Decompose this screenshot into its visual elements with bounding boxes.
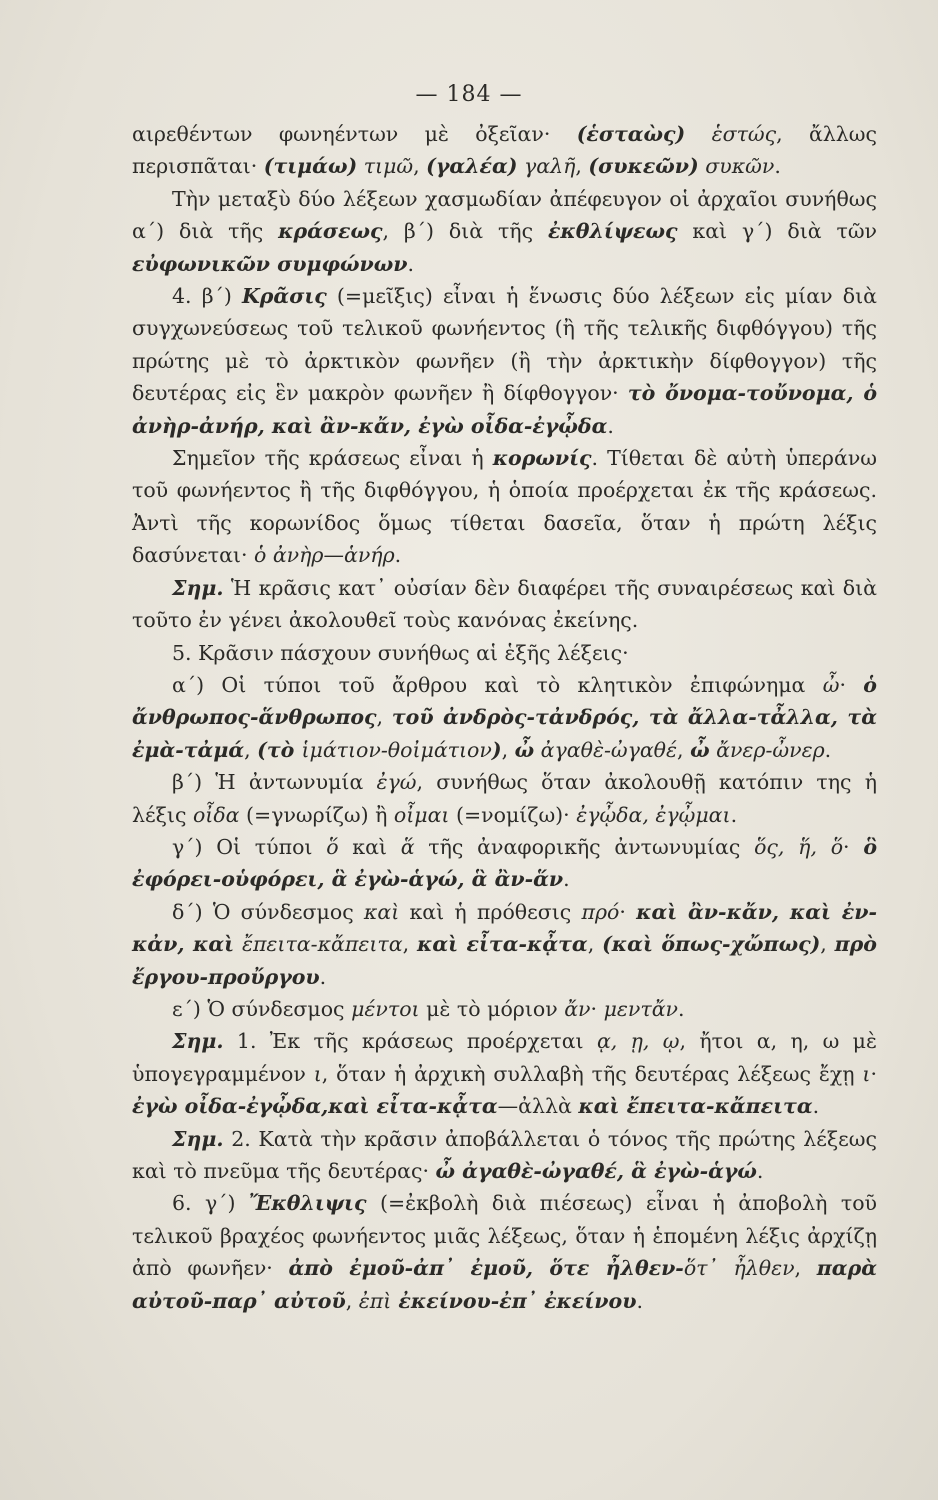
text-run: καὶ bbox=[338, 834, 401, 859]
text-run: , bbox=[501, 737, 515, 762]
emphasized-text: (ἑσταὼς) bbox=[576, 122, 686, 146]
emphasized-text: ἐγώ bbox=[376, 770, 417, 795]
emphasized-text: ᾳ, ῃ, ῳ bbox=[596, 1029, 680, 1054]
text-run: , bbox=[587, 932, 603, 957]
text-run: , bbox=[345, 1288, 359, 1313]
paragraph bbox=[132, 1025, 877, 1122]
text-run: . bbox=[319, 964, 327, 989]
emphasized-text: καὶ ἂν-κἄν, καὶ ἐν-κἀν, καὶ bbox=[132, 899, 877, 957]
emphasized-text: ἄνερ-ὦνερ bbox=[709, 737, 825, 762]
emphasized-text: ὅ bbox=[326, 834, 339, 859]
emphasized-text: καὶ ἔπειτα-κἄπειτα bbox=[578, 1094, 813, 1119]
paragraph bbox=[132, 1187, 877, 1317]
paragraph bbox=[132, 766, 877, 831]
emphasized-text: εὐφωνικῶν συμφώνων bbox=[132, 251, 408, 276]
emphasized-text: ἀπὸ ἐμοῦ-ἀπ᾽ ἐμοῦ, ὅτε ἦλθεν- bbox=[288, 1256, 684, 1281]
text-run: , ἤτοι α, η, ω μὲ ὑπογεγραμμένον bbox=[132, 1029, 877, 1086]
text-run: μὲ τὸ μόριον bbox=[419, 996, 565, 1021]
emphasized-text: ἐκθλίψεως bbox=[547, 219, 678, 244]
text-run: Σημεῖον τῆς κράσεως εἶναι ἡ bbox=[172, 446, 493, 471]
text-run: . bbox=[756, 1159, 764, 1183]
text-run: · bbox=[843, 834, 864, 859]
page-number: — 184 — bbox=[415, 82, 523, 107]
emphasized-text: ἐκείνου-ἐπ᾽ ἐκείνου bbox=[391, 1288, 637, 1313]
text-run: , bbox=[677, 737, 691, 762]
emphasized-text: ἑστώς bbox=[685, 122, 777, 146]
text-run: . Τίθεται δὲ αὐτὴ ὑπεράνω τοῦ φωνήεντος ἢ τῆς διφθόγγου, ἡ ὁποία προέρχεται ἐκ τῆς κράσεως. Ἀντὶ τῆς κορωνίδος ὅμως τίθεται δασεῖα, ὅταν ἡ πρώτη λέξις δασύνεται· bbox=[132, 446, 877, 568]
text-run: δ΄) Ὁ σύνδεσμος bbox=[172, 899, 364, 924]
text-run: . bbox=[812, 1094, 820, 1119]
emphasized-text: κράσεως bbox=[278, 219, 383, 244]
text-run: αιρεθέντων φωνηέντων μὲ ὀξεῖαν· bbox=[132, 122, 577, 146]
emphasized-text: ὅς, ἥ, ὅ bbox=[754, 834, 844, 859]
text-run: , β΄) διὰ τῆς bbox=[382, 219, 548, 244]
text-run: · bbox=[870, 1061, 877, 1086]
text-run: (=ἐκβολὴ διὰ πιέσεως) εἶναι ἡ ἀποβολὴ τοῦ τελικοῦ βραχέος φωνήεντος μιᾶς λέξεως, ὅταν ἡ ἑπομένη λέξις ἀρχίζῃ ἀπὸ φωνῆεν· bbox=[132, 1191, 877, 1281]
emphasized-text: γαλῆ bbox=[517, 154, 576, 179]
text-run: καὶ γ΄) διὰ τῶν bbox=[677, 219, 878, 244]
text-run: 6. γ΄) bbox=[172, 1191, 250, 1216]
paragraph bbox=[132, 669, 877, 766]
paragraph bbox=[132, 831, 877, 896]
emphasized-text: οἶμαι bbox=[393, 802, 450, 827]
text-run: , bbox=[794, 1256, 817, 1281]
text-run: · bbox=[590, 996, 604, 1021]
text-run: , ὅταν ἡ ἀρχικὴ συλλαβὴ τῆς δευτέρας λέξεως ἔχῃ bbox=[321, 1061, 863, 1086]
emphasized-text: ὦ bbox=[690, 737, 710, 762]
text-run: . bbox=[607, 413, 614, 438]
text-run: (=γνωρίζω) ἢ bbox=[239, 802, 394, 827]
text-run: καὶ ἡ πρόθεσις bbox=[399, 899, 582, 924]
emphasized-text: οἶδα bbox=[192, 802, 240, 827]
emphasized-text: ι bbox=[313, 1061, 322, 1086]
text-run: . bbox=[563, 867, 570, 892]
text-run: , ἄλλως περισπᾶται· bbox=[132, 122, 877, 179]
paragraph bbox=[132, 183, 877, 280]
emphasized-text: ἅ bbox=[400, 834, 415, 859]
text-run: γ΄) Οἱ τύποι bbox=[172, 834, 327, 859]
emphasized-text: τὸ ὄνομα-τοὔνομα, ὁ ἀνὴρ-ἀνήρ, καὶ ἂν-κἄν, ἐγὼ οἶδα-ἐγᾦδα bbox=[132, 381, 877, 438]
emphasized-text: πρὸ ἔργου-προὔργου bbox=[132, 932, 877, 989]
emphasized-text: Σημ. bbox=[172, 575, 224, 600]
emphasized-text: ὁ ἀνὴρ—ἁνήρ bbox=[253, 543, 395, 568]
paragraph bbox=[132, 280, 877, 442]
text-run: . bbox=[678, 996, 685, 1021]
emphasized-text: ὦ bbox=[822, 672, 840, 697]
emphasized-text: ἐπὶ bbox=[358, 1288, 392, 1313]
text-run: 1. Ἐκ τῆς κράσεως προέρχεται bbox=[223, 1029, 597, 1054]
text-run: . bbox=[730, 802, 738, 827]
emphasized-text: τοῦ ἀνδρὸς-τἀνδρός, τὰ ἄλλα-τἆλλα, τὰ ἐμὰ-τἀμά bbox=[132, 705, 877, 762]
emphasized-text: ἐγᾦδα, ἐγᾦμαι bbox=[576, 802, 731, 827]
paragraph bbox=[132, 637, 877, 669]
text-run: , bbox=[402, 932, 417, 957]
text-run: , bbox=[244, 737, 258, 762]
paragraph bbox=[132, 1123, 877, 1188]
emphasized-text: (συκεῶν) bbox=[588, 154, 699, 179]
text-run: Ἡ κρᾶσις κατ᾽ οὐσίαν δὲν διαφέρει τῆς συναιρέσεως καὶ διὰ τοῦτο ἐν γένει ἀκολουθεῖ τοὺς κανόνας ἐκείνης. bbox=[132, 575, 877, 633]
emphasized-text: Ἔκθλιψις bbox=[249, 1191, 367, 1216]
emphasized-text: ὦ bbox=[514, 737, 535, 762]
paragraph bbox=[132, 896, 877, 993]
emphasized-text: ι bbox=[862, 1061, 871, 1086]
emphasized-text: ἀγαθὲ-ὠγαθέ bbox=[534, 737, 678, 762]
paragraph bbox=[132, 118, 877, 183]
paragraph bbox=[132, 993, 877, 1025]
emphasized-text: τιμῶ bbox=[357, 154, 414, 179]
text-run: β΄) Ἡ ἀντωνυμία bbox=[172, 770, 377, 795]
emphasized-text: ἔπειτα-κἄπειτα bbox=[234, 932, 403, 957]
text-run: (=μεῖξις) εἶναι ἡ ἕνωσις δύο λέξεων εἰς μίαν διὰ συγχωνεύσεως τοῦ τελικοῦ φωνήεντος (ἢ τῆς τελικῆς διφθόγγου) τῆς πρώτης μὲ τὸ ἀρκτικὸν φωνῆεν (ἢ τὴν ἀρκτικὴν δίφθογγον) τῆς δευτέρας εἰς ἓν μακρὸν φωνῆεν ἢ δίφθογγον· bbox=[132, 284, 877, 406]
body-text bbox=[132, 118, 877, 1317]
emphasized-text: (γαλέα) bbox=[426, 154, 518, 179]
text-run: , bbox=[413, 154, 427, 179]
text-run: , bbox=[376, 705, 392, 730]
emphasized-text: Σημ. bbox=[172, 1126, 224, 1151]
emphasized-text: ἐγὼ οἶδα-ἐγᾦδα,καὶ εἶτα-κᾆτα bbox=[132, 1094, 498, 1119]
emphasized-text: (τιμάω) bbox=[263, 154, 358, 179]
emphasized-text: ὦ ἀγαθὲ-ὠγαθέ, ἃ ἐγὼ-ἁγώ bbox=[435, 1159, 757, 1183]
emphasized-text: ἄν bbox=[564, 996, 591, 1021]
emphasized-text: ἱμάτιον-θοἰμάτιον bbox=[301, 737, 492, 762]
emphasized-text: καὶ bbox=[363, 899, 400, 924]
paragraph bbox=[132, 442, 877, 572]
text-run: , bbox=[820, 932, 835, 957]
text-run: . bbox=[824, 737, 832, 762]
emphasized-text: πρό bbox=[581, 899, 620, 924]
emphasized-text: καὶ εἶτα-κᾆτα bbox=[416, 932, 588, 957]
emphasized-text: παρὰ αὐτοῦ-παρ᾽ αὐτοῦ bbox=[132, 1256, 877, 1313]
emphasized-text: ὁ ἄνθρωπος-ἅνθρωπος bbox=[132, 672, 877, 730]
emphasized-text: ὃ ἐφόρει-οὑφόρει, ἃ ἐγὼ-ἁγώ, ἃ ἂν-ἅν bbox=[132, 834, 877, 892]
text-run: , συνήθως ὅταν ἀκολουθῇ κατόπιν της ἡ λέξις bbox=[132, 770, 878, 827]
text-run: 5. Κρᾶσιν πάσχουν συνήθως αἱ ἑξῆς λέξεις· bbox=[172, 640, 629, 665]
text-run: . bbox=[774, 154, 781, 179]
text-run: · bbox=[619, 899, 637, 924]
text-run: (=νομίζω)· bbox=[449, 802, 577, 827]
text-run: . bbox=[636, 1288, 643, 1313]
emphasized-text: Σημ. bbox=[172, 1029, 224, 1054]
emphasized-text: (καὶ ὅπως-χὤπως) bbox=[602, 932, 821, 957]
text-run: τῆς ἀναφορικῆς ἀντωνυμίας bbox=[414, 834, 755, 859]
text-run: , bbox=[575, 154, 589, 179]
text-run: . bbox=[394, 543, 402, 568]
emphasized-text: (τὸ bbox=[257, 737, 302, 762]
emphasized-text: ὅτ᾽ ἦλθεν bbox=[683, 1256, 795, 1281]
text-run: . bbox=[407, 251, 415, 276]
text-run: Τὴν μεταξὺ δύο λέξεων χασμωδίαν ἀπέφευγον οἱ ἀρχαῖοι συνήθως α΄) διὰ τῆς bbox=[132, 186, 877, 244]
text-run: ε΄) Ὁ σύνδεσμος bbox=[172, 996, 352, 1021]
text-run: · bbox=[839, 672, 864, 697]
emphasized-text: μεντἄν bbox=[603, 996, 679, 1021]
text-run: 2. Κατὰ τὴν κρᾶσιν ἀποβάλλεται ὁ τόνος τῆς πρώτης λέξεως καὶ τὸ πνεῦμα τῆς δευτέρας· bbox=[132, 1126, 877, 1183]
emphasized-text: Κρᾶσις bbox=[241, 284, 327, 309]
emphasized-text: ) bbox=[491, 737, 502, 762]
text-run: —ἀλλὰ bbox=[497, 1094, 579, 1119]
emphasized-text: συκῶν bbox=[698, 154, 775, 179]
text-run: 4. β΄) bbox=[172, 284, 242, 309]
paragraph bbox=[132, 572, 877, 637]
text-run: α΄) Οἱ τύποι τοῦ ἄρθρου καὶ τὸ κλητικὸν ἐπιφώνημα bbox=[172, 672, 823, 697]
emphasized-text: κορωνίς bbox=[492, 446, 592, 471]
emphasized-text: μέντοι bbox=[351, 996, 420, 1021]
